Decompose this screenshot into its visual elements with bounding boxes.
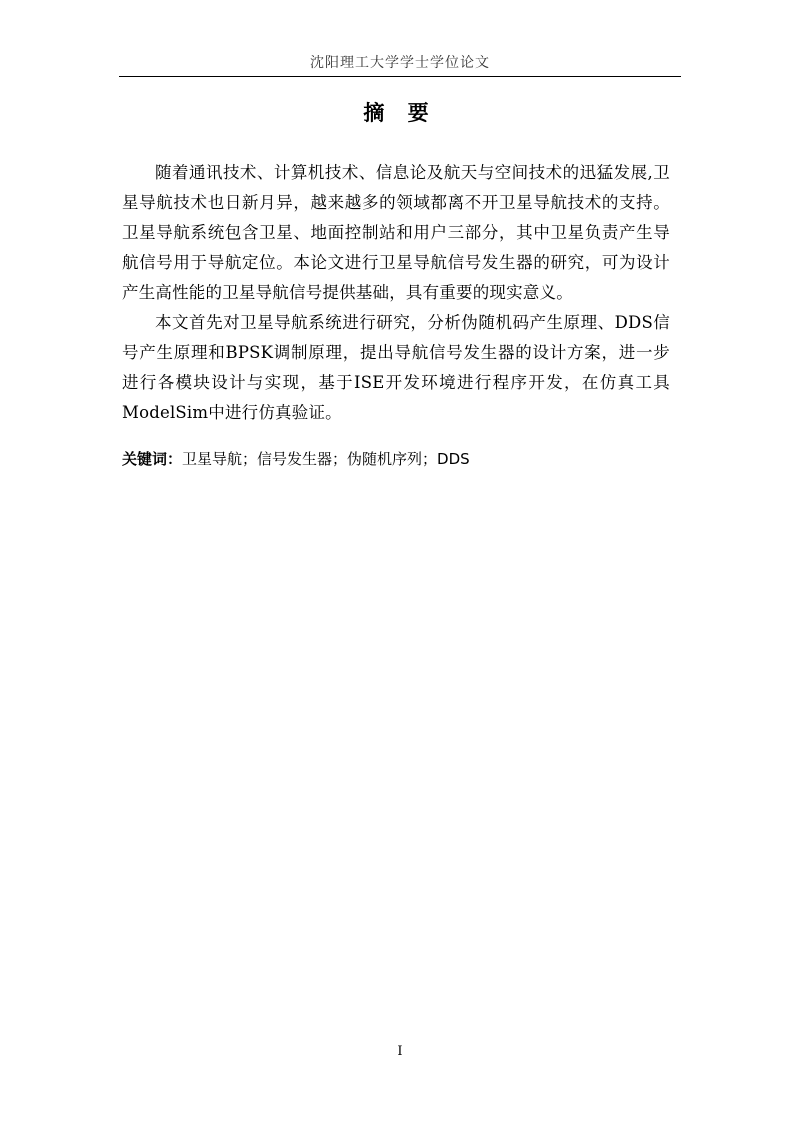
abstract-paragraph-2: 本文首先对卫星导航系统进行研究，分析伪随机码产生原理、DDS信号产生原理和BPSK调制原理，提出导航信号发生器的设计方案，进一步进行各模块设计与实现，基于ISE开发环境进行程序开发，在仿真工具ModelSim中进行仿真验证。 <box>122 313 670 422</box>
keywords-line <box>122 447 670 471</box>
page-title: 摘 要 <box>363 101 437 125</box>
header-divider <box>119 76 681 77</box>
keywords-label: 关键词： <box>122 450 183 468</box>
abstract-paragraph-1: 随着通讯技术、计算机技术、信息论及航天与空间技术的迅猛发展,卫星导航技术也日新月异，越来越多的领域都离不开卫星导航技术的支持。卫星导航系统包含卫星、地面控制站和用户三部分，其中卫星负责产生导航信号用于导航定位。本论文进行卫星导航信号发生器的研究，可为设计产生高性能的卫星导航信号提供基础，具有重要的现实意义。 <box>122 163 670 302</box>
page-number: I <box>397 1044 403 1059</box>
abstract-body <box>122 158 670 428</box>
running-header: 沈阳理工大学学士学位论文 <box>310 55 490 71</box>
keywords-text: 卫星导航；信号发生器；伪随机序列；DDS <box>182 450 470 468</box>
